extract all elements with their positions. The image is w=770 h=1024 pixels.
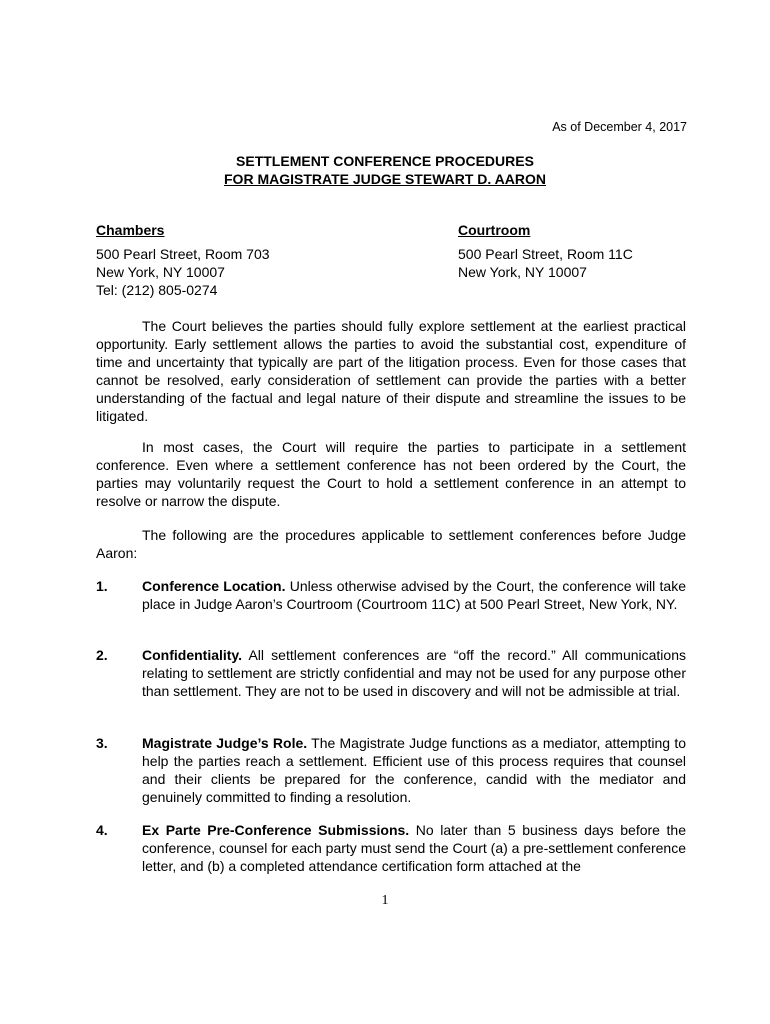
item-heading: Confidentiality. (142, 647, 243, 663)
chambers-address (96, 221, 270, 299)
chambers-phone: Tel: (212) 805-0274 (96, 282, 218, 298)
document-title (0, 152, 770, 188)
item-number: 2. (96, 647, 108, 663)
date-line: As of December 4, 2017 (552, 120, 687, 134)
item-heading: Magistrate Judge’s Role. (142, 735, 308, 751)
courtroom-line-1: 500 Pearl Street, Room 11C (458, 246, 633, 262)
item-heading: Conference Location. (142, 578, 286, 594)
courtroom-heading: Courtroom (458, 222, 531, 238)
procedure-item (96, 577, 686, 613)
procedure-item (96, 821, 686, 875)
procedures-intro-paragraph: The following are the procedures applicable to settlement conferences before Judge Aaron: (96, 527, 686, 561)
courtroom-address (458, 221, 633, 281)
item-text: No later than 5 business days before the conference, counsel for each party must send the Court (a) a pre-settlement conference letter, and (b) a completed attendance certification form attached at the (142, 822, 686, 874)
chambers-line-2: New York, NY 10007 (96, 264, 225, 280)
title-line-1: SETTLEMENT CONFERENCE PROCEDURES (236, 153, 534, 169)
requirement-paragraph: In most cases, the Court will require the parties to participate in a settlement conference. Even where a settlement conference has not been ordered by the Court, the parties may voluntarily request the Court to hold a settlement conference in an attempt to resolve or narrow the dispute. (96, 439, 686, 509)
title-line-2: FOR MAGISTRATE JUDGE STEWART D. AARON (224, 171, 546, 187)
procedure-item (96, 646, 686, 700)
item-number: 4. (96, 822, 108, 838)
item-heading: Ex Parte Pre-Conference Submissions. (142, 822, 410, 838)
item-text: Unless otherwise advised by the Court, the conference will take place in Judge Aaron’s Courtroom (Courtroom 11C) at 500 Pearl Street, New York, NY. (142, 578, 686, 612)
procedure-item (96, 734, 686, 806)
chambers-line-1: 500 Pearl Street, Room 703 (96, 246, 270, 262)
chambers-heading: Chambers (96, 222, 165, 238)
item-number: 1. (96, 578, 108, 594)
item-text: The Magistrate Judge functions as a mediator, attempting to help the parties reach a settlement. Efficient use of this process requires that counsel and their clients be prepared for the conference, candid with the mediator and genuinely committed to finding a resolution. (142, 735, 686, 805)
page-number: 1 (381, 893, 389, 908)
item-number: 3. (96, 735, 108, 751)
intro-paragraph: The Court believes the parties should fully explore settlement at the earliest practical opportunity. Early settlement allows the parties to avoid the substantial cost, expenditure of time and uncertainty that typically are part of the litigation process. Even for those cases that cannot be resolved, early consideration of settlement can provide the parties with a better understanding of the factual and legal nature of their dispute and streamline the issues to be litigated. (96, 318, 686, 424)
item-text: All settlement conferences are “off the record.” All communications relating to settlement are strictly confidential and may not be used for any purpose other than settlement. They are not to be used in discovery and will not be admissible at trial. (142, 647, 686, 699)
courtroom-line-2: New York, NY 10007 (458, 264, 587, 280)
